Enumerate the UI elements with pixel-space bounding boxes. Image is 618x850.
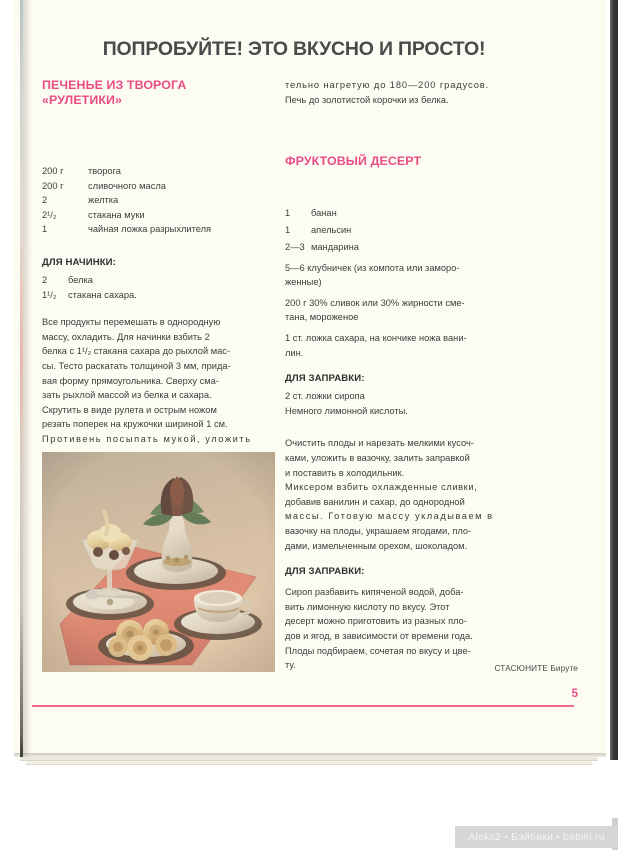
ingredient-wrapped-block [285, 261, 521, 361]
method-line: дами, измельченным орехом, шоколадом. [285, 540, 468, 551]
page-number: 5 [571, 688, 578, 700]
spacer [42, 237, 278, 257]
ingredient-row [42, 273, 278, 288]
ingredient-wrapped-line: женные) [285, 277, 322, 288]
ingredient-row [285, 205, 521, 222]
continuation-paragraph [285, 78, 521, 107]
ingredient-qty: 2—3 [285, 241, 305, 252]
ingredient-wrapped-line: 1 ст. ложка сахара, на кончике ножа вани- [285, 333, 467, 344]
method-line: Очистить плоды и нарезать мелкими кусоч- [285, 438, 474, 449]
ingredient-name: чайная ложка разрыхлителя [88, 224, 212, 235]
method-line: массу, охладить. Для начинки взбить 2 [42, 331, 210, 342]
ingredient-name: сливочного масла [88, 180, 166, 191]
ingredient-list-filling [42, 273, 278, 302]
ingredient-name: творога [88, 166, 121, 176]
ingredient-row [42, 193, 278, 208]
method-line: вая форму прямоугольника. Сверху сма- [42, 375, 219, 386]
spacer [42, 107, 278, 137]
footer-rule [32, 705, 574, 707]
spacer [285, 360, 521, 373]
recipe-title-rulietiki [42, 78, 278, 107]
dressing-ingredient-line: Немного лимонной кислоты. [285, 405, 408, 416]
continuation-line: Печь до золотистой корочки из белка. [285, 94, 449, 105]
ingredient-qty: 2¹/₂ [42, 209, 57, 220]
ingredient-row [285, 222, 521, 239]
filling-heading: ДЛЯ НАЧИНКИ: [42, 256, 116, 268]
method-line: белка с 1¹/₂ стакана сахара до рыхлой мас- [42, 346, 231, 357]
ingredient-name: стакана сахара. [68, 289, 137, 300]
ingredient-name: мандарина [311, 241, 359, 252]
method-line: резать поперек на кружочки шириной 1 см. [42, 419, 228, 430]
ingredient-name: апельсин [311, 224, 352, 235]
ingredient-qty: 1 [285, 224, 291, 235]
photo-image [42, 452, 275, 672]
scanner-edge-band [610, 0, 618, 760]
dressing-method-line: дов и ягод, в зависимости от времени года. [285, 630, 473, 641]
method-line: и поставить в холодильник. [285, 467, 405, 478]
ingredient-list-fruit-dessert [285, 205, 521, 256]
ingredient-qty: 200 г [42, 180, 64, 191]
continuation-line: тельно нагретую до 180—200 градусов. [285, 80, 490, 90]
ingredient-qty: 1 [42, 224, 48, 235]
dressing-ingredient-line: 2 ст. ложки сиропа [285, 391, 365, 402]
method-line: добавив ванилин и сахар, до однородной [285, 496, 465, 507]
method-line: массы. Готовую массу укладываем в [285, 511, 494, 522]
spacer [42, 302, 278, 315]
site-watermark: Aleks2 • Бэйбики • babiki.ru [455, 826, 618, 848]
method-line: Скрутить в виде рулета и острым ножом [42, 404, 217, 415]
ingredient-wrapped-line: 200 г 30% сливок или 30% жирности сме- [285, 297, 465, 308]
page-title: ПОПРОБУЙТЕ! ЭТО ВКУСНО И ПРОСТО! [102, 38, 486, 60]
spacer [285, 107, 521, 154]
page-spine-shadow [23, 0, 32, 757]
dressing-method-paragraph [285, 585, 521, 673]
ingredient-name: стакана муки [88, 209, 145, 220]
recipe-photo [42, 452, 275, 672]
left-column [42, 78, 278, 461]
author-byline: СТАСЮНИТЕ Бируте [494, 664, 578, 673]
spacer [285, 553, 521, 566]
ingredient-qty: 1¹/₂ [42, 289, 57, 300]
method-line: сы. Тесто раскатать толщиной 3 мм, прида- [42, 360, 231, 371]
dressing-method-line: десерт можно приготовить из разных пло- [285, 616, 467, 627]
dressing-method-line: Сироп разбавить кипяченой водой, доба- [285, 587, 464, 598]
ingredient-name: желтка [88, 195, 119, 206]
magazine-page-sheet [14, 0, 606, 757]
dressing-heading-2: ДЛЯ ЗАПРАВКИ: [285, 566, 365, 578]
page-content [14, 0, 606, 757]
spacer [42, 137, 278, 164]
method-line: Миксером взбить охлажденные сливки, [285, 482, 478, 493]
method-paragraph-fruit-dessert [285, 436, 521, 553]
dressing-method-line: вить лимонную кислоту по вкусу. Этот [285, 601, 450, 612]
right-column [285, 78, 521, 673]
recipe-title-fruit-dessert: ФРУКТОВЫЙ ДЕСЕРТ [285, 154, 422, 169]
ingredient-row [42, 179, 278, 194]
ingredient-qty: 1 [285, 207, 291, 218]
method-paragraph-rulietiki [42, 315, 278, 461]
ingredient-list-rulietiki [42, 164, 278, 237]
method-line: вазочку на плоды, украшаем ягодами, пло- [285, 526, 472, 536]
ingredient-wrapped-line: лин. [285, 347, 304, 358]
method-line: Все продукты перемешать в однородную [42, 317, 221, 328]
ingredient-row [42, 288, 278, 303]
ingredient-qty: 2 [42, 195, 48, 206]
ingredient-qty: 2 [42, 274, 48, 285]
spacer [285, 577, 521, 585]
ingredient-name: белка [68, 274, 93, 285]
photo-illustration [42, 452, 275, 672]
ingredient-wrapped-line: 5—6 клубничек (из компота или заморо- [285, 262, 460, 273]
method-line: Противень посыпать мукой, уложить [42, 433, 252, 444]
ingredient-row [42, 208, 278, 223]
spacer [285, 169, 521, 205]
ingredient-name: банан [311, 207, 337, 218]
dressing-method-line: ту. [285, 660, 296, 671]
ingredient-row [285, 239, 521, 256]
page-stack-edge-2 [26, 761, 592, 765]
dressing-heading-1: ДЛЯ ЗАПРАВКИ: [285, 373, 365, 385]
spacer [285, 418, 521, 436]
ingredient-wrapped-line: тана, мороженое [285, 312, 359, 323]
method-line: зать рыхлой массой из белка и сахара. [42, 390, 212, 401]
method-line: ками, уложить в вазочку, залить заправкой [285, 453, 470, 464]
recipe-title-line-2: «РУЛЕТИКИ» [42, 92, 123, 107]
ingredient-row [42, 222, 278, 237]
ingredient-qty: 200 г [42, 166, 64, 176]
recipe-title-line-1: ПЕЧЕНЬЕ ИЗ ТВОРОГА [42, 78, 187, 92]
dressing-method-line: Плоды подбираем, сочетая по вкусу и цве- [285, 645, 471, 656]
ingredient-row [42, 164, 278, 179]
